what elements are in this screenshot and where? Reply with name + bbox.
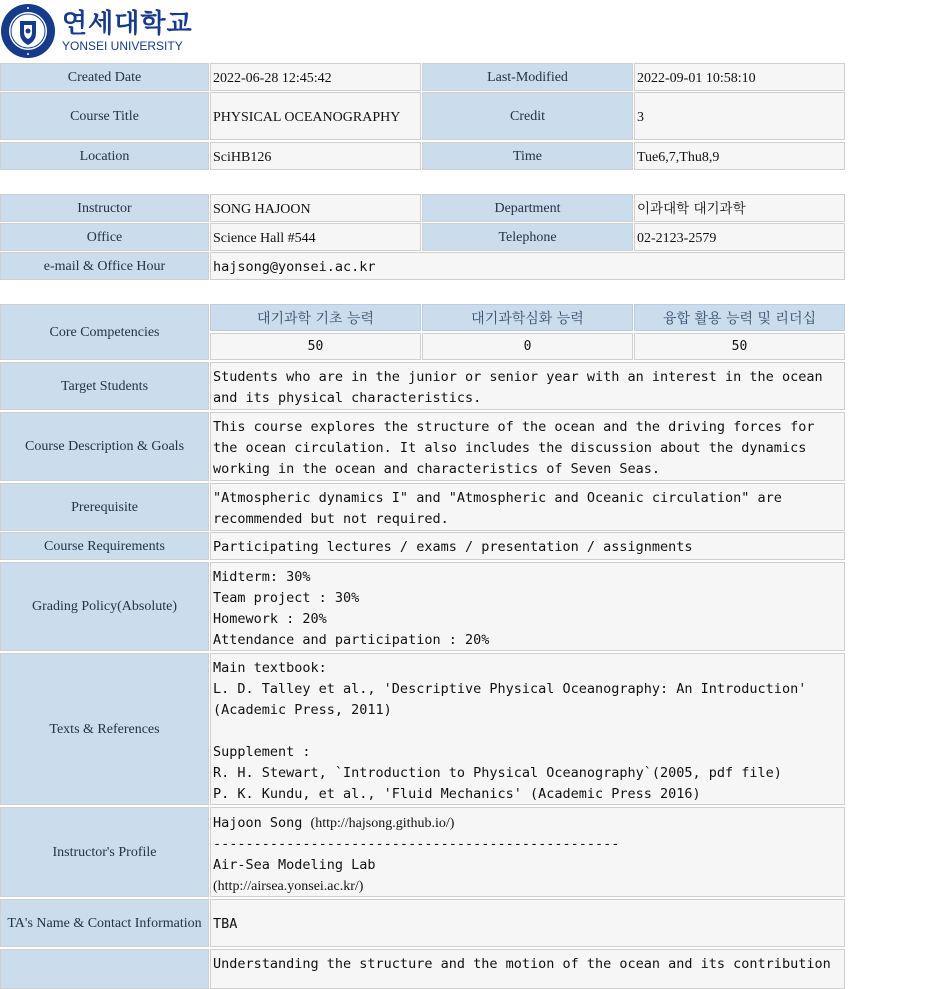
course-title-value: PHYSICAL OCEANOGRAPHY — [210, 92, 421, 140]
prerequisite-value: "Atmospheric dynamics I" and "Atmospheric and Oceanic circulation" are recommended but not required. — [210, 483, 845, 531]
time-value: Tue6,7,Thu8,9 — [634, 142, 845, 170]
last-modified-label: Last-Modified — [422, 63, 633, 91]
location-label: Location — [0, 142, 209, 170]
credit-value: 3 — [634, 92, 845, 140]
department-label: Department — [422, 194, 633, 222]
university-name-english: YONSEI UNIVERSITY — [62, 38, 183, 53]
ta-contact-label: TA's Name & Contact Information — [0, 899, 209, 947]
credit-label: Credit — [422, 92, 633, 140]
ta-contact-value: TBA — [210, 899, 845, 947]
next-row-value: Understanding the structure and the motion of the ocean and its contribution — [210, 949, 845, 989]
texts-references-value: Main textbook: L. D. Talley et al., 'Descriptive Physical Oceanography: An Introduction' (Academic Press, 2011) Supplement : R. H. Stewart, `Introduction to Physical Oceanography`(2005, pdf file) P. K. Kundu, et al., 'Fluid Mechanics' (Academic Press 2016) — [210, 653, 845, 805]
instructor-profile-value — [210, 807, 845, 897]
created-date-value: 2022-06-28 12:45:42 — [210, 63, 421, 91]
telephone-value: 02-2123-2579 — [634, 223, 845, 251]
profile-lab-link[interactable]: (http://airsea.yonsei.ac.kr/) — [213, 879, 364, 894]
core-competencies-label: Core Competencies — [0, 304, 209, 360]
competency-header-2: 대기과학심화 능력 — [422, 304, 633, 331]
course-title-label: Course Title — [0, 92, 209, 140]
department-value: 이과대학 대기과학 — [634, 194, 845, 222]
university-name-korean: 연세대학교 — [62, 8, 193, 39]
target-students-label: Target Students — [0, 362, 209, 410]
course-description-value: This course explores the structure of the ocean and the driving forces for the ocean circulation. It also includes the discussion about the dynamics working in the ocean and characteristics of Seven Seas. — [210, 412, 845, 481]
email-label: e-mail & Office Hour — [0, 252, 209, 280]
competency-header-3: 융합 활용 능력 및 리더십 — [634, 304, 845, 331]
instructor-label: Instructor — [0, 194, 209, 222]
yonsei-seal-icon — [0, 3, 56, 59]
instructor-value: SONG HAJOON — [210, 194, 421, 222]
competency-value-1: 50 — [210, 333, 421, 360]
office-label: Office — [0, 223, 209, 251]
profile-homepage-link[interactable]: (http://hajsong.github.io/) — [310, 816, 455, 831]
course-requirements-label: Course Requirements — [0, 532, 209, 560]
course-description-label: Course Description & Goals — [0, 412, 209, 481]
course-requirements-value: Participating lectures / exams / presentation / assignments — [210, 532, 845, 560]
location-value: SciHB126 — [210, 142, 421, 170]
office-value: Science Hall #544 — [210, 223, 421, 251]
grading-policy-value: Midterm: 30% Team project : 30% Homework : 20% Attendance and participation : 20% — [210, 562, 845, 651]
time-label: Time — [422, 142, 633, 170]
university-logo — [0, 3, 193, 59]
profile-divider: -------------------------------------------------- — [213, 836, 620, 852]
last-modified-value: 2022-09-01 10:58:10 — [634, 63, 845, 91]
target-students-value: Students who are in the junior or senior year with an interest in the ocean and its physical characteristics. — [210, 362, 845, 410]
texts-references-label: Texts & References — [0, 653, 209, 805]
profile-lab-name: Air-Sea Modeling Lab — [213, 857, 376, 873]
prerequisite-label: Prerequisite — [0, 483, 209, 531]
profile-name: Hajoon Song — [213, 815, 311, 831]
competency-value-3: 50 — [634, 333, 845, 360]
instructor-profile-label: Instructor's Profile — [0, 807, 209, 897]
telephone-label: Telephone — [422, 223, 633, 251]
competency-value-2: 0 — [422, 333, 633, 360]
grading-policy-label: Grading Policy(Absolute) — [0, 562, 209, 651]
next-row-label — [0, 949, 209, 989]
email-value[interactable]: hajsong@yonsei.ac.kr — [210, 252, 845, 280]
competency-header-1: 대기과학 기초 능력 — [210, 304, 421, 331]
created-date-label: Created Date — [0, 63, 209, 91]
